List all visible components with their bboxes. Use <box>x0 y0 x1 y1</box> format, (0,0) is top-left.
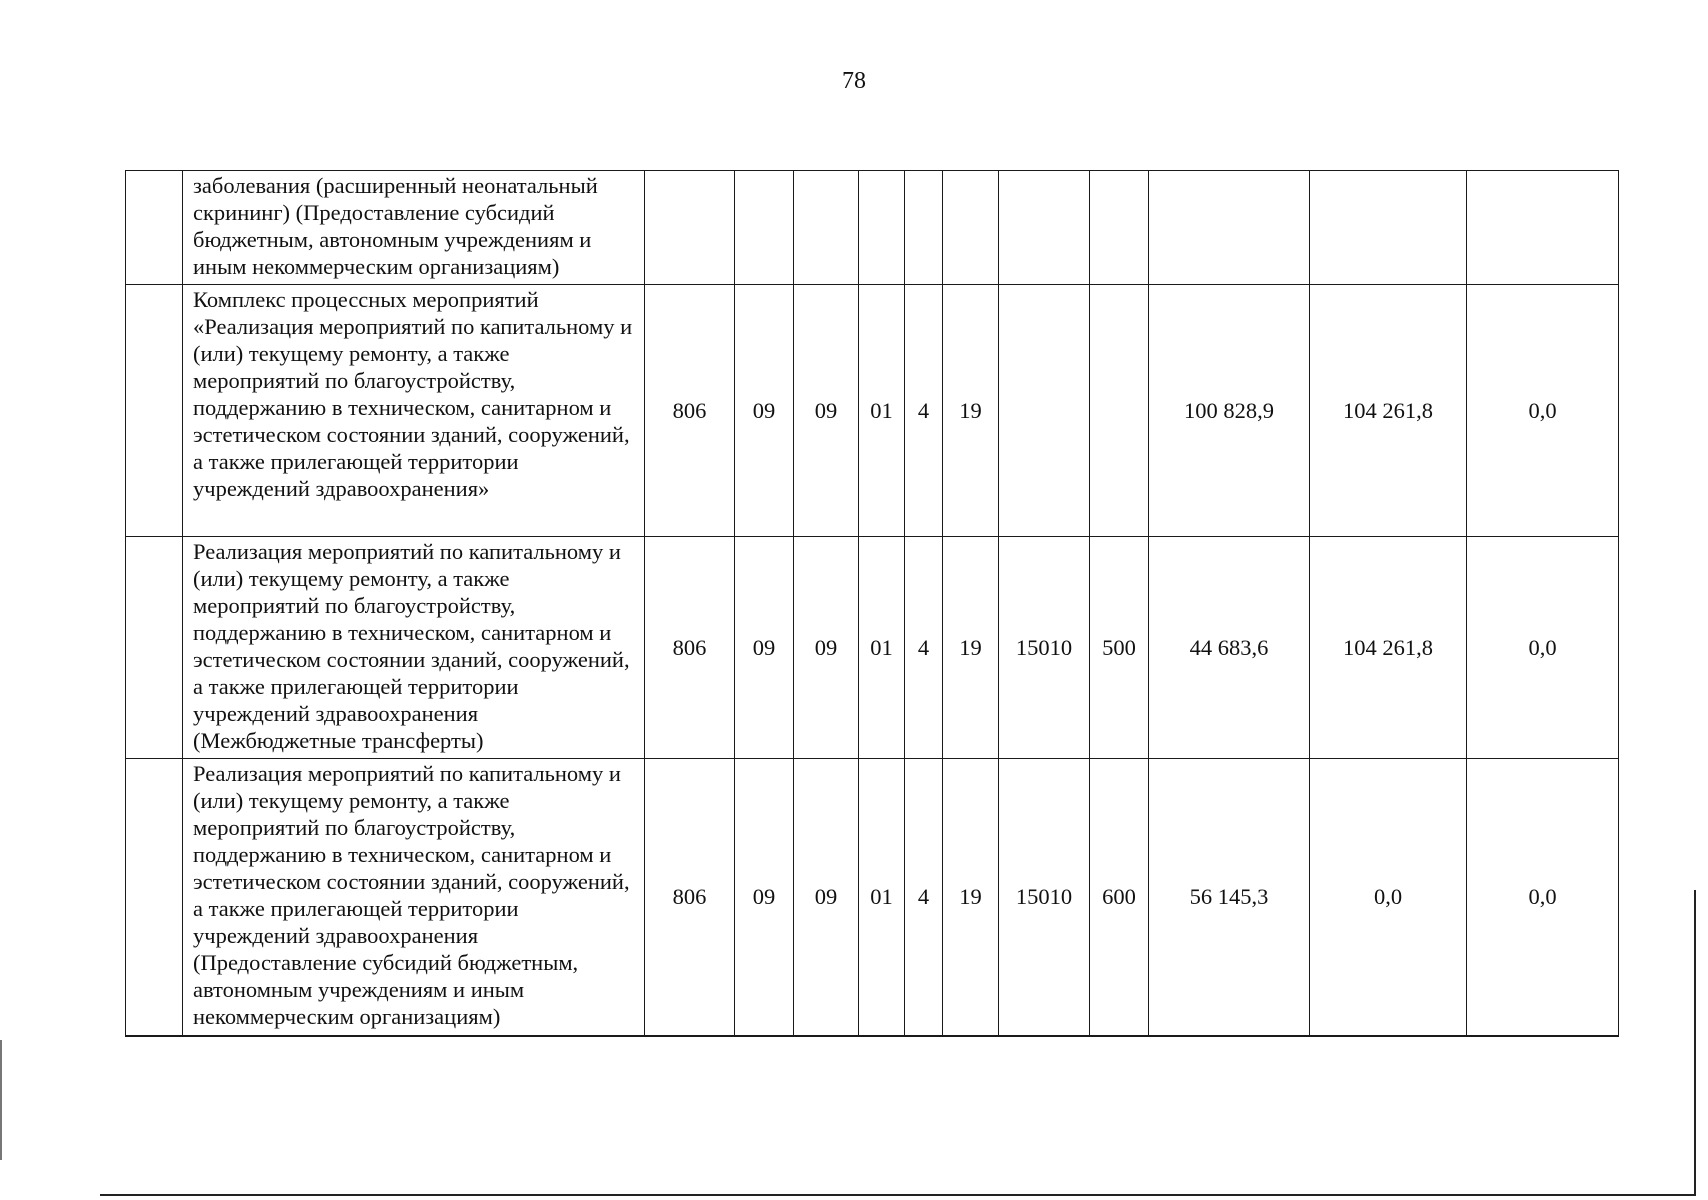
year1-amount-cell: 100 828,9 <box>1149 285 1310 537</box>
direction-code-cell <box>999 285 1090 537</box>
description-cell: Реализация мероприятий по капитальному и (или) текущему ремонту, а также мероприятий по благоустройству, поддержанию в техническом, санитарном и эстетическом состоянии зданий, сооружений, а также прилегающей территории учреждений здравоохранения (Предоставление субсидий бюджетным, автономным учреждениям и иным некоммерческим организациям) <box>183 759 645 1036</box>
expense-type-cell <box>1090 171 1149 285</box>
subprogram-code-cell: 19 <box>943 759 999 1036</box>
year3-amount-cell <box>1467 171 1619 285</box>
program-code-cell <box>859 171 905 285</box>
expense-type-cell: 600 <box>1090 759 1149 1036</box>
subprogram-code-cell <box>943 171 999 285</box>
grbs-cell: 806 <box>645 285 735 537</box>
grbs-cell: 806 <box>645 537 735 759</box>
subsection-cell <box>794 171 859 285</box>
grbs-cell: 806 <box>645 759 735 1036</box>
year3-amount-cell: 0,0 <box>1467 537 1619 759</box>
program-code-cell: 01 <box>859 759 905 1036</box>
year2-amount-cell: 0,0 <box>1310 759 1467 1036</box>
description-cell: Реализация мероприятий по капитальному и (или) текущему ремонту, а также мероприятий по благоустройству, поддержанию в техническом, санитарном и эстетическом состоянии зданий, сооружений, а также прилегающей территории учреждений здравоохранения (Межбюджетные трансферты) <box>183 537 645 759</box>
section-cell: 09 <box>735 759 794 1036</box>
section-cell: 09 <box>735 285 794 537</box>
scan-edge-line-right <box>1694 890 1696 1196</box>
direction-code-cell <box>999 171 1090 285</box>
year2-amount-cell: 104 261,8 <box>1310 285 1467 537</box>
year3-amount-cell: 0,0 <box>1467 285 1619 537</box>
direction-code-cell: 15010 <box>999 759 1090 1036</box>
subsection-cell: 09 <box>794 759 859 1036</box>
row-index-cell <box>126 759 183 1036</box>
type-code-cell: 4 <box>905 285 943 537</box>
direction-code-cell: 15010 <box>999 537 1090 759</box>
section-cell: 09 <box>735 537 794 759</box>
subprogram-code-cell: 19 <box>943 285 999 537</box>
type-code-cell: 4 <box>905 537 943 759</box>
subsection-cell: 09 <box>794 285 859 537</box>
type-code-cell <box>905 171 943 285</box>
table-row <box>126 171 1619 285</box>
row-index-cell <box>126 171 183 285</box>
year1-amount-cell: 56 145,3 <box>1149 759 1310 1036</box>
subprogram-code-cell: 19 <box>943 537 999 759</box>
table-row <box>126 759 1619 1036</box>
type-code-cell: 4 <box>905 759 943 1036</box>
year2-amount-cell: 104 261,8 <box>1310 537 1467 759</box>
scan-edge-line-bottom <box>100 1194 1694 1196</box>
row-index-cell <box>126 537 183 759</box>
budget-table <box>125 170 1619 1037</box>
year1-amount-cell: 44 683,6 <box>1149 537 1310 759</box>
year2-amount-cell <box>1310 171 1467 285</box>
description-cell: Комплекс процессных мероприятий «Реализация мероприятий по капитальному и (или) текущему ремонту, а также мероприятий по благоустройству, поддержанию в техническом, санитарном и эстетическом состоянии зданий, сооружений, а также прилегающей территории учреждений здравоохранения» <box>183 285 645 537</box>
year3-amount-cell: 0,0 <box>1467 759 1619 1036</box>
program-code-cell: 01 <box>859 285 905 537</box>
subsection-cell: 09 <box>794 537 859 759</box>
description-cell: заболевания (расширенный неонатальный скрининг) (Предоставление субсидий бюджетным, автономным учреждениям и иным некоммерческим организациям) <box>183 171 645 285</box>
section-cell <box>735 171 794 285</box>
grbs-cell <box>645 171 735 285</box>
table-row <box>126 537 1619 759</box>
table-row <box>126 285 1619 537</box>
year1-amount-cell <box>1149 171 1310 285</box>
scan-edge-mark <box>0 1040 2 1160</box>
expense-type-cell <box>1090 285 1149 537</box>
page-number: 78 <box>842 68 866 94</box>
expense-type-cell: 500 <box>1090 537 1149 759</box>
program-code-cell: 01 <box>859 537 905 759</box>
row-index-cell <box>126 285 183 537</box>
